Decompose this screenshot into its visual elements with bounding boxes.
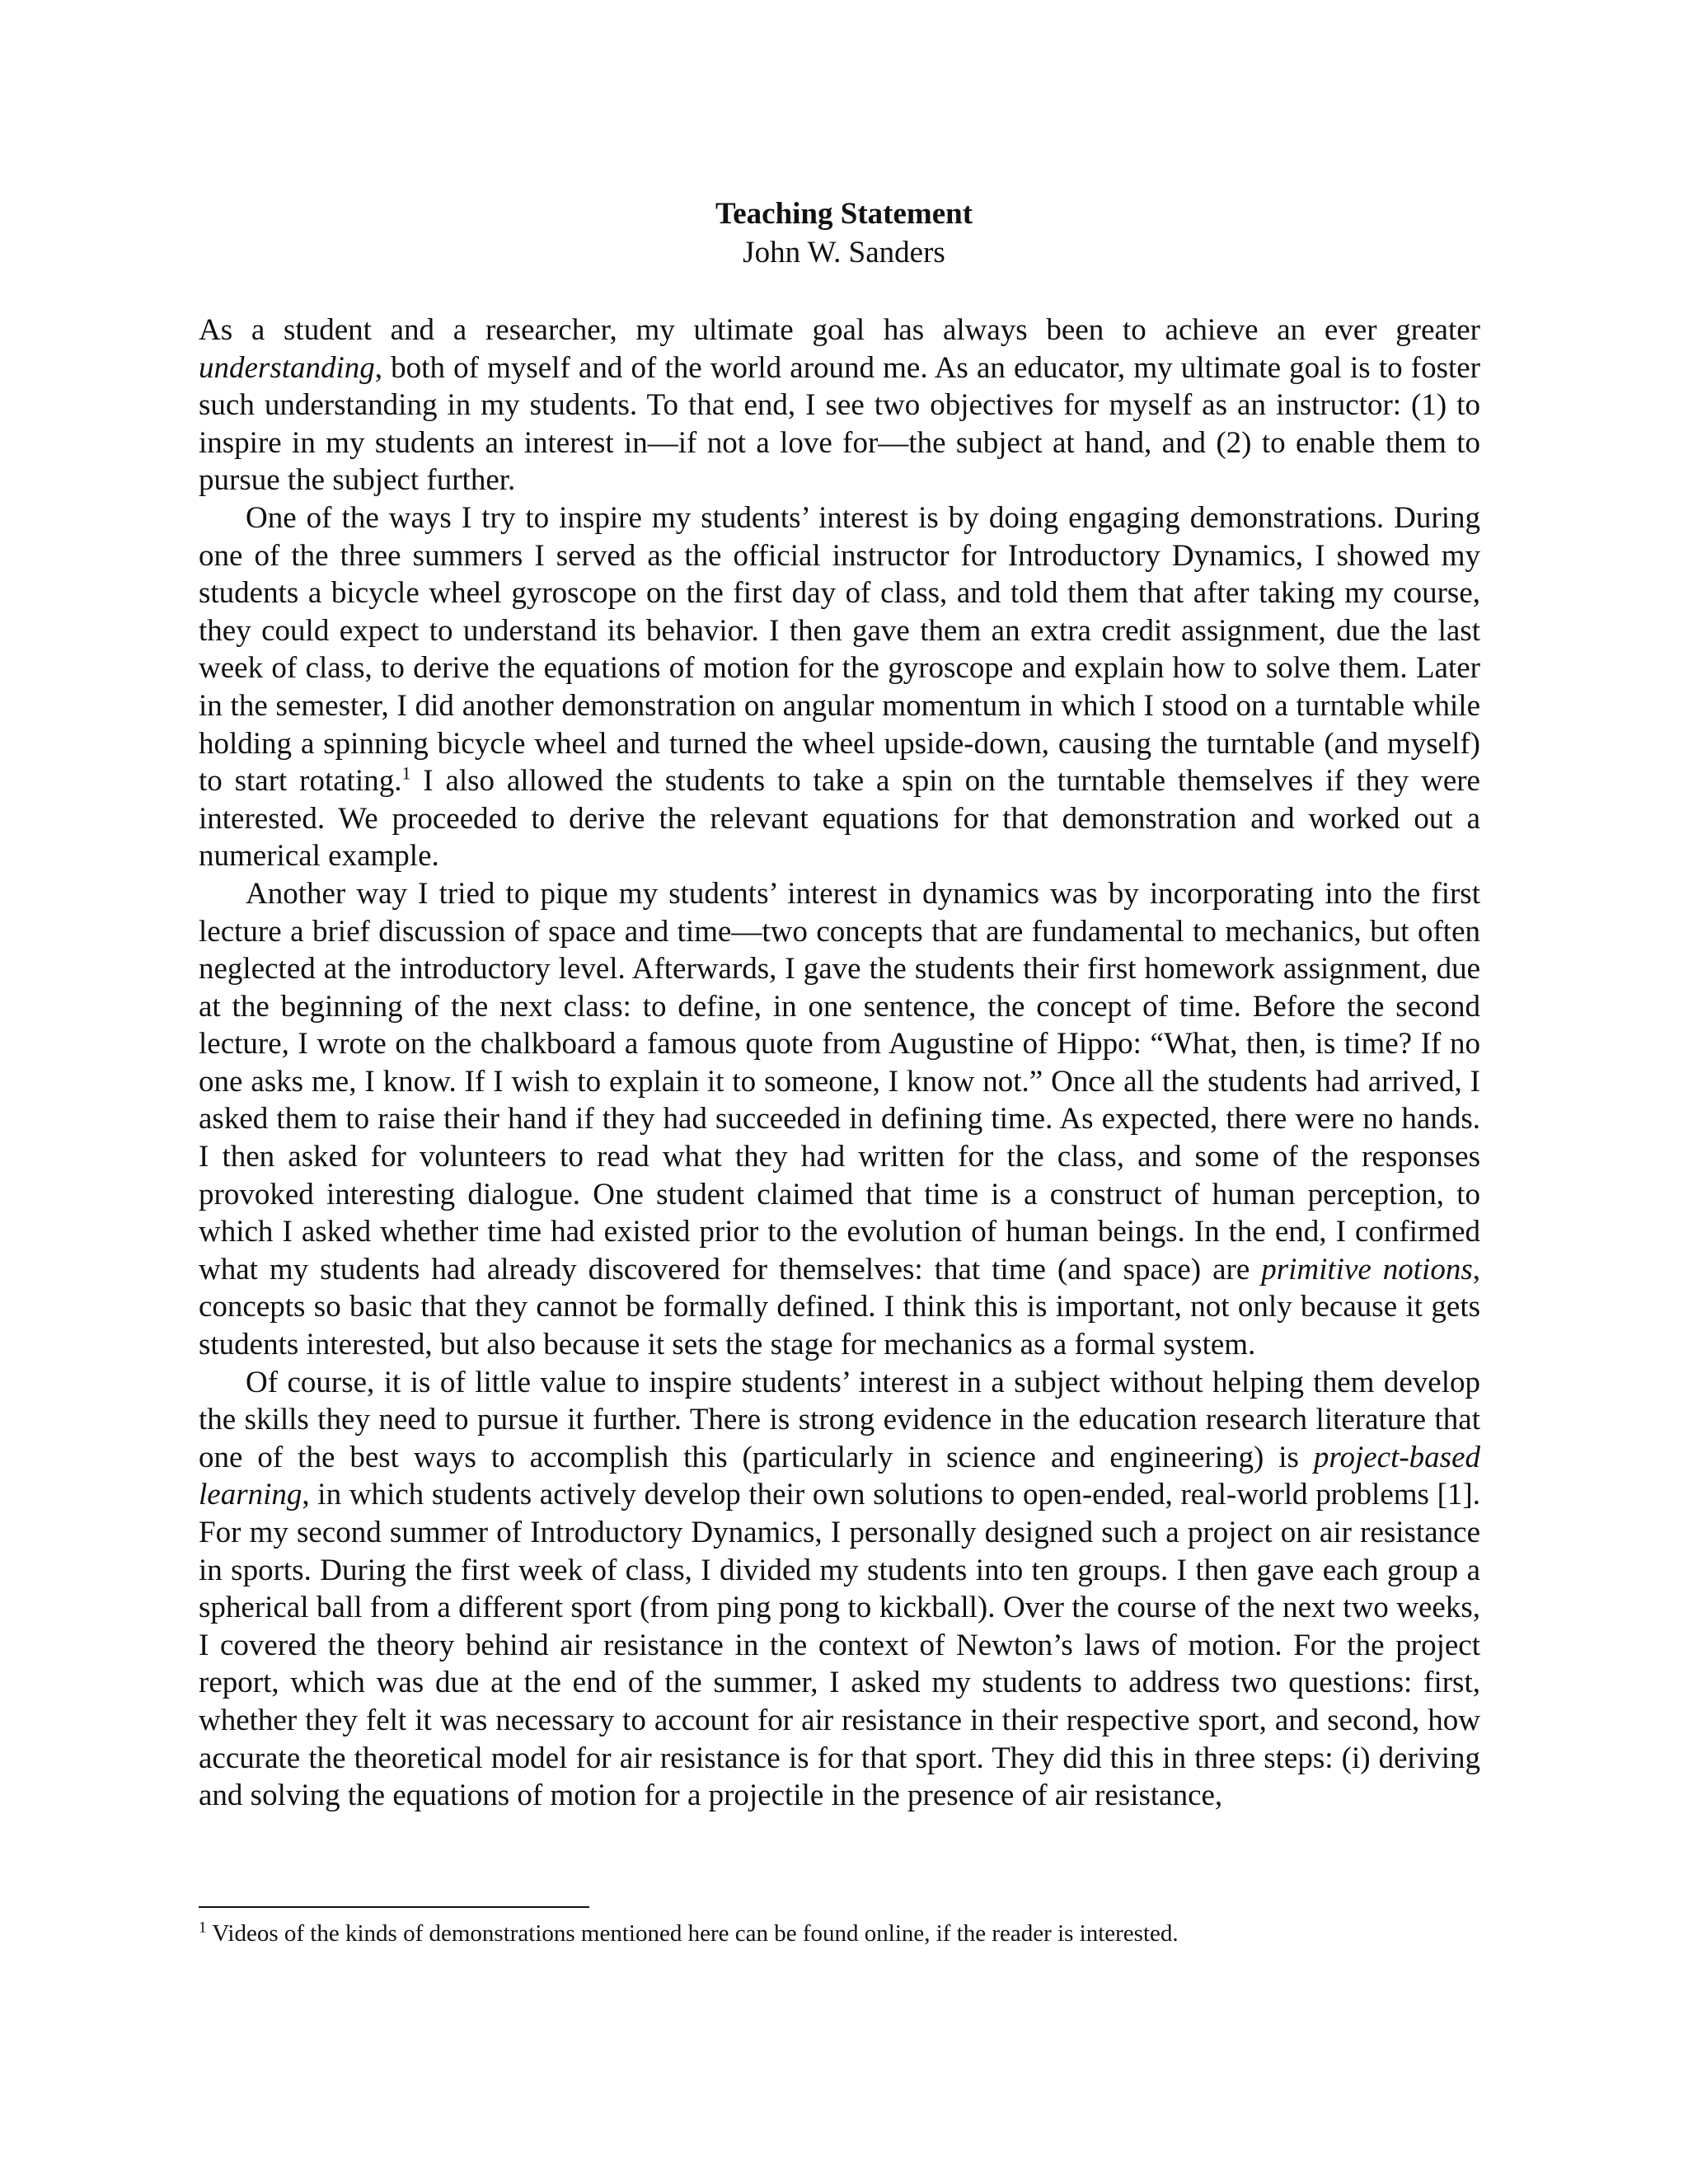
paragraph-1-emphasis: understanding: [199, 350, 375, 385]
paragraph-4-text-a: Of course, it is of little value to inspire students’ interest in a subject without helping them develop the skills they need to pursue it further. There is strong evidence in the education research literature that one of the best ways to accomplish this (particularly in science and engineering) is: [199, 1365, 1480, 1474]
document-title: Teaching Statement: [715, 197, 973, 231]
footnote-reference: 1: [401, 762, 411, 784]
paragraph-1-text-a: As a student and a researcher, my ultimate goal has always been to achieve an ever greater: [199, 313, 1480, 347]
document-header: [0, 194, 1688, 272]
paragraph-1-text-b: , both of myself and of the world around me. As an educator, my ultimate goal is to foster such understanding in my students. To that end, I see two objectives for myself as an instructor: (1) to inspire in my students an interest in—if not a love for—the subject at hand, and (2) to enable them to pursue the subject further.: [199, 350, 1480, 498]
paragraph-3-text-a: Another way I tried to pique my students’ interest in dynamics was by incorporating into the first lecture a brief discussion of space and time—two concepts that are fundamental to mechanics, but often neglected at the introductory level. Afterwards, I gave the students their first homework assignment, due at the beginning of the next class: to define, in one sentence, the concept of time. Before the second lecture, I wrote on the chalkboard a famous quote from Augustine of Hippo: “What, then, is time? If no one asks me, I know. If I wish to explain it to someone, I know not.” Once all the students had arrived, I asked them to raise their hand if they had succeeded in defining time. As expected, there were no hands. I then asked for volunteers to read what they had written for the class, and some of the responses provoked interesting dialogue. One student claimed that time is a construct of human perception, to which I asked whether time had existed prior to the evolution of human beings. In the end, I confirmed what my students had already discovered for themselves: that time (and space) are: [199, 876, 1480, 1286]
paragraph-1: [199, 312, 1480, 499]
paragraph-4: [199, 1364, 1480, 1815]
paragraph-4-emphasis: project-based learning: [199, 1440, 1480, 1512]
footnote-divider: [199, 1906, 589, 1908]
paragraph-3-text-b: , concepts so basic that they cannot be formally defined. I think this is important, not only because it gets students interested, but also because it sets the stage for mechanics as a formal system.: [199, 1252, 1480, 1362]
paragraph-2-text-b: I also allowed the students to take a spin on the turntable themselves if they were interested. We proceeded to derive the relevant equations for that demonstration and worked out a numerical example.: [199, 764, 1480, 874]
paragraph-3: [199, 875, 1480, 1364]
paragraph-2-text-a: One of the ways I try to inspire my students’ interest is by doing engaging demonstrations. During one of the three summers I served as the official instructor for Introductory Dynamics, I showed my students a bicycle wheel gyroscope on the first day of class, and told them that after taking my course, they could expect to understand its behavior. I then gave them an extra credit assignment, due the last week of class, to derive the equations of motion for the gyroscope and explain how to solve them. Later in the semester, I did another demonstration on angular momentum in which I stood on a turntable while holding a spinning bicycle wheel and turned the wheel upside-down, causing the turntable (and myself) to start rotating.: [199, 500, 1480, 799]
paragraph-2: [199, 499, 1480, 875]
footnote-mark: 1: [199, 1919, 207, 1937]
paragraph-3-emphasis: primitive notions: [1261, 1252, 1473, 1286]
footnote-text: Videos of the kinds of demonstrations mentioned here can be found online, if the reader is interested.: [206, 1920, 1179, 1947]
footnote: [199, 1919, 1480, 1948]
paragraph-4-text-b: , in which students actively develop their own solutions to open-ended, real-world problems [1]. For my second summer of Introductory Dynamics, I personally designed such a project on air resistance in sports. During the first week of class, I divided my students into ten groups. I then gave each group a spherical ball from a different sport (from ping pong to kickball). Over the course of the next two weeks, I covered the theory behind air resistance in the context of Newton’s laws of motion. For the project report, which was due at the end of the summer, I asked my students to address two questions: first, whether they felt it was necessary to account for air resistance in their respective sport, and second, how accurate the theoretical model for air resistance is for that sport. They did this in three steps: (i) deriving and solving the equations of motion for a projectile in the presence of air resistance,: [199, 1478, 1480, 1813]
document-author: John W. Sanders: [743, 236, 945, 269]
document-body: [199, 312, 1480, 1815]
